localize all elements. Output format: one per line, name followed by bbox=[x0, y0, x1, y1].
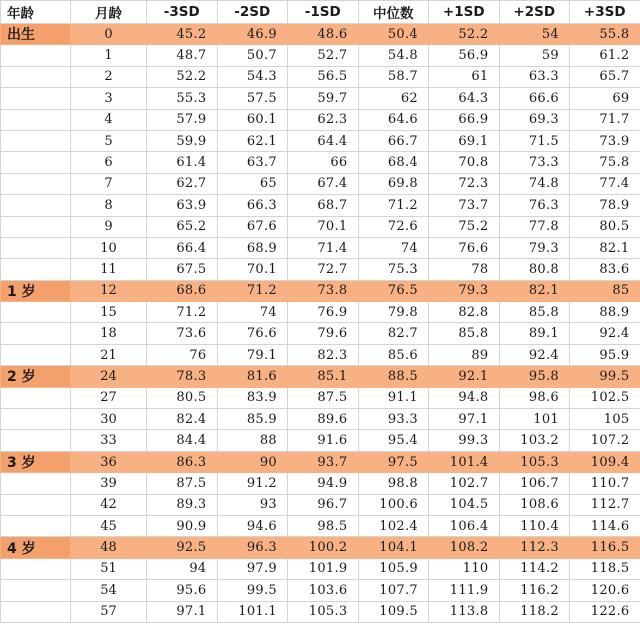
minus-2sd-cell: 62.1 bbox=[217, 130, 288, 151]
header-month: 月龄 bbox=[71, 1, 147, 24]
minus-1sd-cell: 103.6 bbox=[288, 580, 359, 601]
minus-2sd-cell: 81.6 bbox=[217, 366, 288, 387]
plus-1sd-cell: 64.3 bbox=[429, 88, 500, 109]
minus-3sd-cell: 84.4 bbox=[147, 430, 218, 451]
table-row bbox=[1, 109, 640, 130]
table-row bbox=[1, 45, 640, 66]
plus-2sd-cell: 114.2 bbox=[499, 558, 570, 579]
median-cell: 100.6 bbox=[358, 494, 429, 515]
minus-1sd-cell: 64.4 bbox=[288, 130, 359, 151]
plus-2sd-cell: 66.6 bbox=[499, 88, 570, 109]
plus-3sd-cell: 69 bbox=[570, 88, 640, 109]
table-row bbox=[1, 259, 640, 280]
age-cell bbox=[1, 601, 71, 622]
median-cell: 62 bbox=[358, 88, 429, 109]
plus-1sd-cell: 66.9 bbox=[429, 109, 500, 130]
age-cell bbox=[1, 515, 71, 536]
median-cell: 107.7 bbox=[358, 580, 429, 601]
age-cell bbox=[1, 109, 71, 130]
age-cell bbox=[1, 88, 71, 109]
age-cell: 1 岁 bbox=[1, 280, 71, 301]
minus-2sd-cell: 83.9 bbox=[217, 387, 288, 408]
month-cell: 33 bbox=[71, 430, 147, 451]
plus-2sd-cell: 77.8 bbox=[499, 216, 570, 237]
minus-1sd-cell: 67.4 bbox=[288, 173, 359, 194]
minus-3sd-cell: 87.5 bbox=[147, 473, 218, 494]
month-cell: 57 bbox=[71, 601, 147, 622]
plus-2sd-cell: 110.4 bbox=[499, 515, 570, 536]
plus-2sd-cell: 108.6 bbox=[499, 494, 570, 515]
header-plus-3sd: +3SD bbox=[570, 1, 640, 24]
minus-2sd-cell: 63.7 bbox=[217, 152, 288, 173]
month-cell: 5 bbox=[71, 130, 147, 151]
age-cell: 3 岁 bbox=[1, 451, 71, 472]
plus-2sd-cell: 118.2 bbox=[499, 601, 570, 622]
plus-3sd-cell: 80.5 bbox=[570, 216, 640, 237]
age-cell bbox=[1, 66, 71, 87]
minus-2sd-cell: 76.6 bbox=[217, 323, 288, 344]
month-cell: 24 bbox=[71, 366, 147, 387]
minus-3sd-cell: 92.5 bbox=[147, 537, 218, 558]
plus-2sd-cell: 59 bbox=[499, 45, 570, 66]
plus-3sd-cell: 82.1 bbox=[570, 237, 640, 258]
plus-1sd-cell: 70.8 bbox=[429, 152, 500, 173]
age-cell bbox=[1, 430, 71, 451]
median-cell: 105.9 bbox=[358, 558, 429, 579]
minus-1sd-cell: 100.2 bbox=[288, 537, 359, 558]
month-cell: 2 bbox=[71, 66, 147, 87]
plus-1sd-cell: 106.4 bbox=[429, 515, 500, 536]
minus-2sd-cell: 65 bbox=[217, 173, 288, 194]
table-row bbox=[1, 173, 640, 194]
plus-3sd-cell: 92.4 bbox=[570, 323, 640, 344]
minus-1sd-cell: 96.7 bbox=[288, 494, 359, 515]
minus-1sd-cell: 93.7 bbox=[288, 451, 359, 472]
age-cell bbox=[1, 302, 71, 323]
plus-1sd-cell: 85.8 bbox=[429, 323, 500, 344]
table-row bbox=[1, 130, 640, 151]
header-minus-2sd: -2SD bbox=[217, 1, 288, 24]
age-cell: 4 岁 bbox=[1, 537, 71, 558]
median-cell: 74 bbox=[358, 237, 429, 258]
minus-3sd-cell: 59.9 bbox=[147, 130, 218, 151]
median-cell: 85.6 bbox=[358, 344, 429, 365]
plus-1sd-cell: 89 bbox=[429, 344, 500, 365]
minus-2sd-cell: 66.3 bbox=[217, 195, 288, 216]
minus-1sd-cell: 48.6 bbox=[288, 24, 359, 45]
age-cell bbox=[1, 130, 71, 151]
age-cell bbox=[1, 323, 71, 344]
minus-3sd-cell: 86.3 bbox=[147, 451, 218, 472]
minus-2sd-cell: 68.9 bbox=[217, 237, 288, 258]
minus-3sd-cell: 71.2 bbox=[147, 302, 218, 323]
median-cell: 68.4 bbox=[358, 152, 429, 173]
table-row bbox=[1, 430, 640, 451]
plus-2sd-cell: 80.8 bbox=[499, 259, 570, 280]
age-cell bbox=[1, 580, 71, 601]
month-cell: 42 bbox=[71, 494, 147, 515]
median-cell: 64.6 bbox=[358, 109, 429, 130]
minus-2sd-cell: 90 bbox=[217, 451, 288, 472]
median-cell: 91.1 bbox=[358, 387, 429, 408]
table-row bbox=[1, 558, 640, 579]
minus-2sd-cell: 93 bbox=[217, 494, 288, 515]
plus-3sd-cell: 120.6 bbox=[570, 580, 640, 601]
header-minus-1sd: -1SD bbox=[288, 1, 359, 24]
plus-1sd-cell: 69.1 bbox=[429, 130, 500, 151]
table-row bbox=[1, 537, 640, 558]
month-cell: 54 bbox=[71, 580, 147, 601]
minus-2sd-cell: 50.7 bbox=[217, 45, 288, 66]
month-cell: 51 bbox=[71, 558, 147, 579]
minus-3sd-cell: 68.6 bbox=[147, 280, 218, 301]
table-row bbox=[1, 24, 640, 45]
month-cell: 10 bbox=[71, 237, 147, 258]
table-row bbox=[1, 366, 640, 387]
minus-3sd-cell: 65.2 bbox=[147, 216, 218, 237]
plus-3sd-cell: 55.8 bbox=[570, 24, 640, 45]
plus-3sd-cell: 77.4 bbox=[570, 173, 640, 194]
plus-1sd-cell: 97.1 bbox=[429, 409, 500, 430]
plus-1sd-cell: 73.7 bbox=[429, 195, 500, 216]
median-cell: 104.1 bbox=[358, 537, 429, 558]
median-cell: 54.8 bbox=[358, 45, 429, 66]
median-cell: 79.8 bbox=[358, 302, 429, 323]
minus-2sd-cell: 85.9 bbox=[217, 409, 288, 430]
median-cell: 75.3 bbox=[358, 259, 429, 280]
median-cell: 109.5 bbox=[358, 601, 429, 622]
table-row bbox=[1, 473, 640, 494]
plus-3sd-cell: 85 bbox=[570, 280, 640, 301]
table-row bbox=[1, 451, 640, 472]
minus-2sd-cell: 71.2 bbox=[217, 280, 288, 301]
minus-1sd-cell: 72.7 bbox=[288, 259, 359, 280]
header-age: 年龄 bbox=[1, 1, 71, 24]
plus-1sd-cell: 82.8 bbox=[429, 302, 500, 323]
age-cell bbox=[1, 195, 71, 216]
minus-3sd-cell: 48.7 bbox=[147, 45, 218, 66]
minus-1sd-cell: 59.7 bbox=[288, 88, 359, 109]
header-row bbox=[1, 1, 640, 24]
age-cell bbox=[1, 216, 71, 237]
plus-3sd-cell: 112.7 bbox=[570, 494, 640, 515]
age-cell bbox=[1, 152, 71, 173]
header-plus-2sd: +2SD bbox=[499, 1, 570, 24]
minus-3sd-cell: 61.4 bbox=[147, 152, 218, 173]
minus-2sd-cell: 60.1 bbox=[217, 109, 288, 130]
table-body bbox=[1, 24, 640, 623]
plus-1sd-cell: 108.2 bbox=[429, 537, 500, 558]
month-cell: 27 bbox=[71, 387, 147, 408]
plus-2sd-cell: 95.8 bbox=[499, 366, 570, 387]
plus-2sd-cell: 101 bbox=[499, 409, 570, 430]
minus-3sd-cell: 67.5 bbox=[147, 259, 218, 280]
plus-3sd-cell: 122.6 bbox=[570, 601, 640, 622]
plus-1sd-cell: 94.8 bbox=[429, 387, 500, 408]
minus-3sd-cell: 55.3 bbox=[147, 88, 218, 109]
plus-2sd-cell: 92.4 bbox=[499, 344, 570, 365]
plus-1sd-cell: 61 bbox=[429, 66, 500, 87]
minus-1sd-cell: 73.8 bbox=[288, 280, 359, 301]
minus-1sd-cell: 79.6 bbox=[288, 323, 359, 344]
month-cell: 30 bbox=[71, 409, 147, 430]
table-row bbox=[1, 601, 640, 622]
month-cell: 7 bbox=[71, 173, 147, 194]
age-cell bbox=[1, 494, 71, 515]
minus-3sd-cell: 82.4 bbox=[147, 409, 218, 430]
age-cell bbox=[1, 45, 71, 66]
table-row bbox=[1, 237, 640, 258]
plus-1sd-cell: 52.2 bbox=[429, 24, 500, 45]
plus-2sd-cell: 76.3 bbox=[499, 195, 570, 216]
table-row bbox=[1, 323, 640, 344]
minus-3sd-cell: 80.5 bbox=[147, 387, 218, 408]
minus-1sd-cell: 85.1 bbox=[288, 366, 359, 387]
minus-1sd-cell: 52.7 bbox=[288, 45, 359, 66]
minus-2sd-cell: 91.2 bbox=[217, 473, 288, 494]
minus-1sd-cell: 89.6 bbox=[288, 409, 359, 430]
median-cell: 69.8 bbox=[358, 173, 429, 194]
table-row bbox=[1, 494, 640, 515]
minus-1sd-cell: 71.4 bbox=[288, 237, 359, 258]
month-cell: 4 bbox=[71, 109, 147, 130]
month-cell: 6 bbox=[71, 152, 147, 173]
age-cell bbox=[1, 473, 71, 494]
minus-2sd-cell: 97.9 bbox=[217, 558, 288, 579]
month-cell: 15 bbox=[71, 302, 147, 323]
plus-2sd-cell: 89.1 bbox=[499, 323, 570, 344]
plus-3sd-cell: 110.7 bbox=[570, 473, 640, 494]
age-cell bbox=[1, 387, 71, 408]
plus-1sd-cell: 113.8 bbox=[429, 601, 500, 622]
age-cell bbox=[1, 344, 71, 365]
plus-3sd-cell: 116.5 bbox=[570, 537, 640, 558]
month-cell: 36 bbox=[71, 451, 147, 472]
minus-1sd-cell: 70.1 bbox=[288, 216, 359, 237]
median-cell: 66.7 bbox=[358, 130, 429, 151]
month-cell: 0 bbox=[71, 24, 147, 45]
median-cell: 97.5 bbox=[358, 451, 429, 472]
plus-3sd-cell: 61.2 bbox=[570, 45, 640, 66]
minus-1sd-cell: 87.5 bbox=[288, 387, 359, 408]
minus-3sd-cell: 57.9 bbox=[147, 109, 218, 130]
plus-2sd-cell: 103.2 bbox=[499, 430, 570, 451]
minus-2sd-cell: 94.6 bbox=[217, 515, 288, 536]
minus-3sd-cell: 94 bbox=[147, 558, 218, 579]
plus-3sd-cell: 102.5 bbox=[570, 387, 640, 408]
plus-2sd-cell: 63.3 bbox=[499, 66, 570, 87]
age-cell bbox=[1, 259, 71, 280]
minus-3sd-cell: 78.3 bbox=[147, 366, 218, 387]
plus-3sd-cell: 71.7 bbox=[570, 109, 640, 130]
plus-2sd-cell: 85.8 bbox=[499, 302, 570, 323]
minus-3sd-cell: 63.9 bbox=[147, 195, 218, 216]
header-plus-1sd: +1SD bbox=[429, 1, 500, 24]
minus-2sd-cell: 46.9 bbox=[217, 24, 288, 45]
minus-3sd-cell: 66.4 bbox=[147, 237, 218, 258]
plus-1sd-cell: 102.7 bbox=[429, 473, 500, 494]
minus-1sd-cell: 56.5 bbox=[288, 66, 359, 87]
plus-3sd-cell: 99.5 bbox=[570, 366, 640, 387]
plus-1sd-cell: 72.3 bbox=[429, 173, 500, 194]
median-cell: 95.4 bbox=[358, 430, 429, 451]
plus-3sd-cell: 95.9 bbox=[570, 344, 640, 365]
table-row bbox=[1, 580, 640, 601]
median-cell: 98.8 bbox=[358, 473, 429, 494]
month-cell: 3 bbox=[71, 88, 147, 109]
plus-3sd-cell: 65.7 bbox=[570, 66, 640, 87]
median-cell: 72.6 bbox=[358, 216, 429, 237]
median-cell: 50.4 bbox=[358, 24, 429, 45]
median-cell: 76.5 bbox=[358, 280, 429, 301]
month-cell: 11 bbox=[71, 259, 147, 280]
minus-1sd-cell: 68.7 bbox=[288, 195, 359, 216]
minus-1sd-cell: 62.3 bbox=[288, 109, 359, 130]
month-cell: 9 bbox=[71, 216, 147, 237]
month-cell: 21 bbox=[71, 344, 147, 365]
minus-2sd-cell: 70.1 bbox=[217, 259, 288, 280]
plus-1sd-cell: 104.5 bbox=[429, 494, 500, 515]
header-minus-3sd: -3SD bbox=[147, 1, 218, 24]
minus-2sd-cell: 96.3 bbox=[217, 537, 288, 558]
table-row bbox=[1, 302, 640, 323]
median-cell: 82.7 bbox=[358, 323, 429, 344]
plus-2sd-cell: 105.3 bbox=[499, 451, 570, 472]
plus-2sd-cell: 98.6 bbox=[499, 387, 570, 408]
minus-2sd-cell: 79.1 bbox=[217, 344, 288, 365]
plus-3sd-cell: 73.9 bbox=[570, 130, 640, 151]
month-cell: 12 bbox=[71, 280, 147, 301]
minus-2sd-cell: 57.5 bbox=[217, 88, 288, 109]
age-cell bbox=[1, 558, 71, 579]
plus-2sd-cell: 79.3 bbox=[499, 237, 570, 258]
minus-3sd-cell: 62.7 bbox=[147, 173, 218, 194]
month-cell: 48 bbox=[71, 537, 147, 558]
minus-3sd-cell: 95.6 bbox=[147, 580, 218, 601]
minus-2sd-cell: 67.6 bbox=[217, 216, 288, 237]
plus-2sd-cell: 69.3 bbox=[499, 109, 570, 130]
minus-1sd-cell: 91.6 bbox=[288, 430, 359, 451]
table-row bbox=[1, 66, 640, 87]
minus-2sd-cell: 88 bbox=[217, 430, 288, 451]
age-cell bbox=[1, 173, 71, 194]
minus-1sd-cell: 76.9 bbox=[288, 302, 359, 323]
minus-3sd-cell: 76 bbox=[147, 344, 218, 365]
table-row bbox=[1, 88, 640, 109]
month-cell: 39 bbox=[71, 473, 147, 494]
minus-1sd-cell: 101.9 bbox=[288, 558, 359, 579]
plus-1sd-cell: 92.1 bbox=[429, 366, 500, 387]
minus-3sd-cell: 97.1 bbox=[147, 601, 218, 622]
median-cell: 71.2 bbox=[358, 195, 429, 216]
age-cell bbox=[1, 237, 71, 258]
plus-1sd-cell: 79.3 bbox=[429, 280, 500, 301]
plus-1sd-cell: 75.2 bbox=[429, 216, 500, 237]
plus-2sd-cell: 106.7 bbox=[499, 473, 570, 494]
plus-2sd-cell: 71.5 bbox=[499, 130, 570, 151]
table-row bbox=[1, 344, 640, 365]
plus-2sd-cell: 116.2 bbox=[499, 580, 570, 601]
age-cell: 2 岁 bbox=[1, 366, 71, 387]
minus-2sd-cell: 74 bbox=[217, 302, 288, 323]
minus-2sd-cell: 54.3 bbox=[217, 66, 288, 87]
minus-3sd-cell: 52.2 bbox=[147, 66, 218, 87]
plus-3sd-cell: 88.9 bbox=[570, 302, 640, 323]
minus-3sd-cell: 45.2 bbox=[147, 24, 218, 45]
plus-3sd-cell: 75.8 bbox=[570, 152, 640, 173]
minus-3sd-cell: 89.3 bbox=[147, 494, 218, 515]
minus-1sd-cell: 94.9 bbox=[288, 473, 359, 494]
table-row bbox=[1, 216, 640, 237]
minus-2sd-cell: 99.5 bbox=[217, 580, 288, 601]
plus-2sd-cell: 54 bbox=[499, 24, 570, 45]
table-row bbox=[1, 409, 640, 430]
plus-2sd-cell: 73.3 bbox=[499, 152, 570, 173]
header-median: 中位数 bbox=[358, 1, 429, 24]
median-cell: 93.3 bbox=[358, 409, 429, 430]
plus-1sd-cell: 101.4 bbox=[429, 451, 500, 472]
plus-3sd-cell: 83.6 bbox=[570, 259, 640, 280]
minus-1sd-cell: 98.5 bbox=[288, 515, 359, 536]
plus-1sd-cell: 78 bbox=[429, 259, 500, 280]
table-row bbox=[1, 280, 640, 301]
minus-1sd-cell: 66 bbox=[288, 152, 359, 173]
plus-3sd-cell: 105 bbox=[570, 409, 640, 430]
age-cell: 出生 bbox=[1, 24, 71, 45]
plus-2sd-cell: 74.8 bbox=[499, 173, 570, 194]
month-cell: 1 bbox=[71, 45, 147, 66]
month-cell: 45 bbox=[71, 515, 147, 536]
age-cell bbox=[1, 409, 71, 430]
plus-1sd-cell: 111.9 bbox=[429, 580, 500, 601]
table-row bbox=[1, 195, 640, 216]
plus-2sd-cell: 112.3 bbox=[499, 537, 570, 558]
plus-2sd-cell: 82.1 bbox=[499, 280, 570, 301]
minus-3sd-cell: 90.9 bbox=[147, 515, 218, 536]
minus-2sd-cell: 101.1 bbox=[217, 601, 288, 622]
plus-3sd-cell: 109.4 bbox=[570, 451, 640, 472]
month-cell: 18 bbox=[71, 323, 147, 344]
plus-3sd-cell: 118.5 bbox=[570, 558, 640, 579]
plus-3sd-cell: 78.9 bbox=[570, 195, 640, 216]
plus-1sd-cell: 76.6 bbox=[429, 237, 500, 258]
minus-3sd-cell: 73.6 bbox=[147, 323, 218, 344]
plus-3sd-cell: 114.6 bbox=[570, 515, 640, 536]
median-cell: 88.5 bbox=[358, 366, 429, 387]
plus-1sd-cell: 56.9 bbox=[429, 45, 500, 66]
plus-1sd-cell: 110 bbox=[429, 558, 500, 579]
plus-1sd-cell: 99.3 bbox=[429, 430, 500, 451]
minus-1sd-cell: 105.3 bbox=[288, 601, 359, 622]
plus-3sd-cell: 107.2 bbox=[570, 430, 640, 451]
table-row bbox=[1, 152, 640, 173]
minus-1sd-cell: 82.3 bbox=[288, 344, 359, 365]
table-row bbox=[1, 515, 640, 536]
median-cell: 102.4 bbox=[358, 515, 429, 536]
median-cell: 58.7 bbox=[358, 66, 429, 87]
table-row bbox=[1, 387, 640, 408]
month-cell: 8 bbox=[71, 195, 147, 216]
